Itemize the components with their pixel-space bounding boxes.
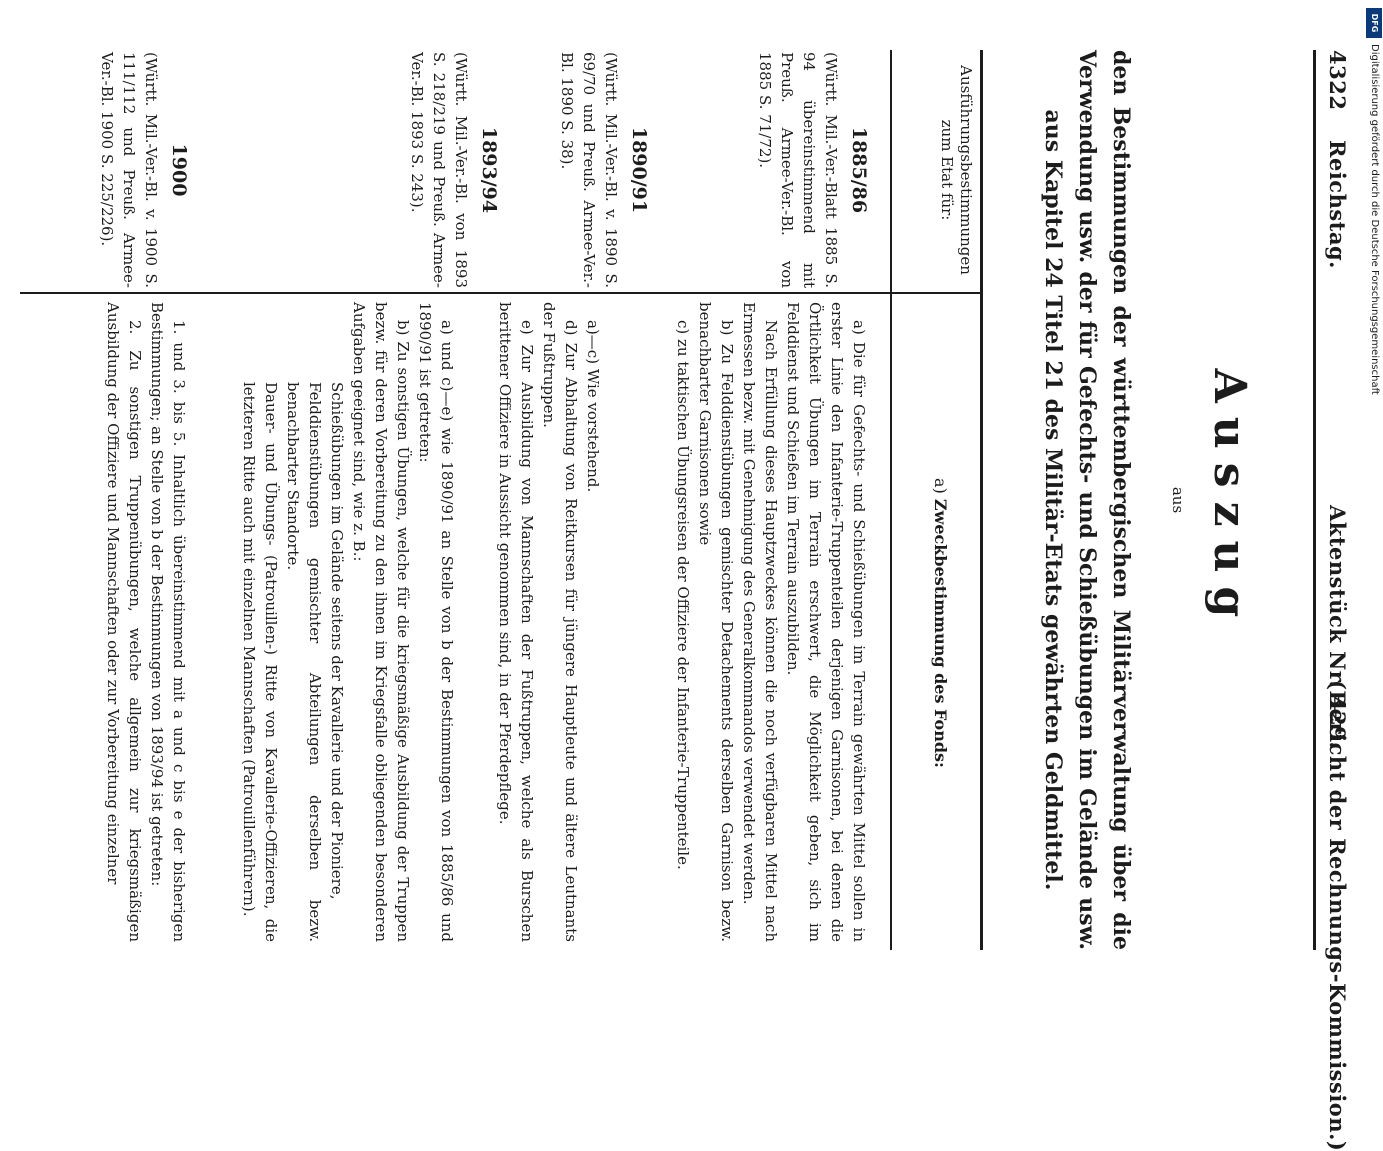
- digitization-credit: [1366, 44, 1382, 844]
- document-page: [20, 50, 1350, 1151]
- dfg-logo-text: DFG: [1370, 13, 1379, 33]
- document-title: Auszug: [1204, 368, 1255, 632]
- page-number: 4322: [1325, 50, 1350, 111]
- table-row-year-entry: [96, 52, 190, 288]
- row-year: 1900: [168, 143, 190, 197]
- column-header-regulations: Ausführungsbestimmungen zum Etat für:: [938, 65, 975, 275]
- purpose-paragraph: 1. und 3. bis 5. Inhaltlich übereinstimmend mit a und c bis e der bisherigen Bestimmungen; an Stelle von b der Bestimmungen von 1893/94 ist getreten:: [148, 302, 188, 942]
- row-reference: (Württ. Mil.-Ver.-Bl. von 1893 S. 218/219 und Preuß. Armee-Ver.-Bl. 1893 S. 243).: [408, 52, 470, 288]
- table-column-divider: [20, 292, 983, 294]
- purpose-paragraph: d) Zur Abhaltung von Reitkursen für jüngere Hauptleute und ältere Leutnants der Fußtruppen.: [540, 302, 580, 942]
- purpose-paragraph: a) Die für Gefechts- und Schießübungen im Terrain gewährten Mittel sollen in erster Linie den Infanterie-Truppenteilen derjenigen Garnisonen, bei denen die Örtlichkeit Übungen im Terrain erschwert, die Möglichkeit geben, sich im Felddienst und Schießen im Terrain auszubilden.: [784, 302, 868, 942]
- table-row-year-entry: [406, 52, 500, 288]
- purpose-sub-item: Dauer- und Übungs- (Patrouillen-) Ritte von Kavallerie-Offizieren, die letzteren Ritte auch mit einzelnen Mannschaften (Patrouillenführern).: [240, 382, 280, 942]
- digitization-credit-text: Digitalisierung gefördert durch die Deutsche Forschungsgemeinschaft: [1369, 44, 1380, 395]
- table-row-year-entry: [556, 52, 650, 288]
- header-rule: [1313, 50, 1316, 950]
- title-connector: aus: [1169, 486, 1187, 514]
- purpose-paragraph: e) Zur Ausbildung von Mannschaften der Fußtruppen, welche als Burschen berittener Offiziere in Aussicht genommen sind, in der Pferdepflege.: [496, 302, 536, 942]
- row-reference: (Württ. Mil.-Ver.-Blatt 1885 S. 94 übereinstimmend mit Preuß. Armee-Ver.-Bl. von 1885 S. 71/72).: [756, 52, 840, 288]
- purpose-paragraph: a) und c)—e) wie 1890/91 an Stelle von b der Bestimmungen von 1885/86 und 1890/91 ist getreten:: [416, 302, 456, 942]
- document-subtitle: den Bestimmungen der württembergischen Militärverwaltung über die Verwendung usw. der für Gefechts- und Schießübungen im Gelände usw. aus Kapitel 24 Titel 21 des Militär-Etats gewährten Geldmittel.: [1040, 50, 1134, 950]
- table-row-purpose-text: [494, 302, 604, 942]
- header-organization: Reichstag.: [1325, 140, 1350, 269]
- row-reference: (Württ. Mil.-Ver.-Bl. v. 1900 S. 111/112 und Preuß. Armee-Ver.-Bl. 1900 S. 225/226).: [98, 52, 160, 288]
- purpose-paragraph: 2. Zu sonstigen Truppenübungen, welche allgemein zur kriegsmäßigen Ausbildung der Offiziere und Mannschaften oder zur Vorbereitung einzelner: [104, 302, 144, 942]
- column-header-purpose-label: Zweckbestimmung des Fonds:: [931, 498, 950, 768]
- purpose-paragraph: b) Zu sonstigen Übungen, welche für die kriegsmäßige Ausbildung der Truppen bezw. für deren Vorbereitung zu den ihnen im Kriegsfalle obliegenden besonderen Aufgaben geeignet sind, wie z. B.:: [350, 302, 412, 942]
- purpose-sub-item: Felddienstübungen gemischter Abteilungen derselben bezw. benachbarter Standorte.: [284, 382, 324, 942]
- row-reference: (Württ. Mil.-Ver.-Bl. v. 1890 S. 69/70 und Preuß. Armee-Ver.-Bl. 1890 S. 38).: [558, 52, 620, 288]
- row-year: 1890/91: [628, 126, 650, 214]
- purpose-paragraph: a)—c) Wie vorstehend.: [584, 320, 602, 493]
- row-year: 1885/86: [848, 126, 870, 214]
- purpose-paragraph: b) Zu Felddienstübungen gemischter Detachements derselben Garnison bezw. benachbarter Garnisonen sowie: [696, 302, 736, 942]
- purpose-paragraph: c) zu taktischen Übungsreisen der Offiziere der Infanterie-Truppenteile.: [674, 320, 692, 870]
- row-year: 1893/94: [478, 126, 500, 214]
- table-row-purpose-text: [238, 302, 458, 942]
- column-header-purpose: [931, 296, 950, 950]
- table-row-purpose-text: [102, 302, 190, 942]
- purpose-paragraph: Nach Erfüllung dieses Hauptzweckes können die noch verfügbaren Mittel nach Ermessen bezw. mit Genehmigung des Generalkommandos verwendet werden.: [740, 302, 780, 942]
- table-top-rule: [980, 50, 983, 950]
- table-header-rule: [890, 50, 892, 950]
- column-header-purpose-prefix: a): [931, 478, 950, 494]
- purpose-sub-item: Schießübungen im Gelände seitens der Kavallerie und der Pioniere,: [328, 382, 346, 900]
- header-document-number: Aktenstück Nr. 429.: [1325, 505, 1350, 750]
- header-report-title: (Bericht der Rechnungs-Kommission.): [1325, 680, 1350, 1151]
- table-row-purpose-text: [672, 302, 870, 942]
- table-row-year-entry: [754, 52, 870, 288]
- dfg-logo: [1366, 8, 1382, 38]
